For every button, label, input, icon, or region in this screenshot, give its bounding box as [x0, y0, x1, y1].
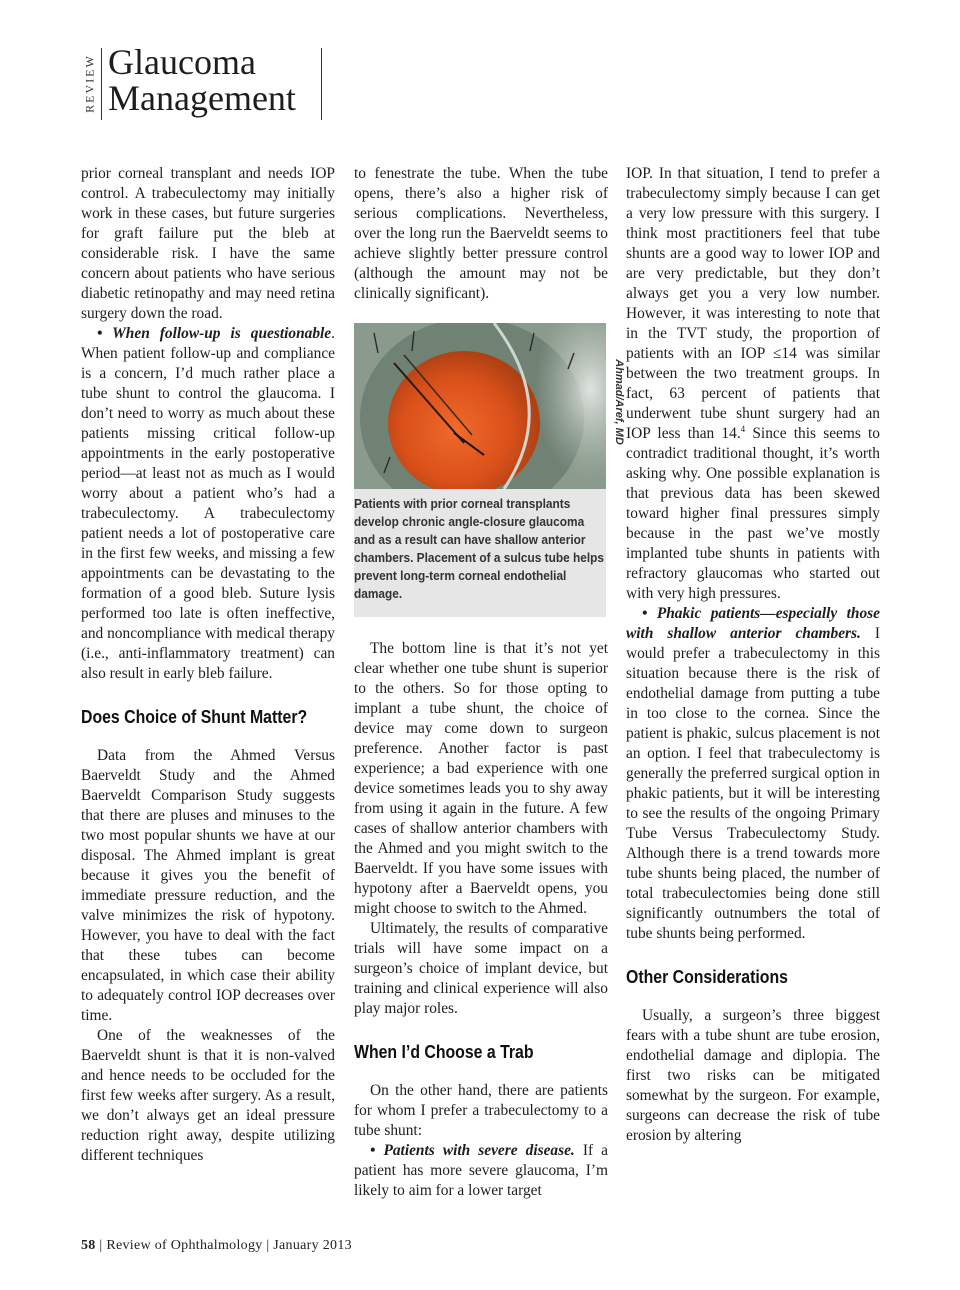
col1-paragraph-2-body: . When patient follow-up and compliance is a concern, I’d much rather place a tube shunt to control the glaucoma. I don’t need to worry as much about these patients missing critical follow-up appointments in the early postoperative period—at least not as much as I would worry about a patient who’s had a trabeculectomy. A trabeculectomy patient needs a lot of postoperative care in the first few weeks, and missing a few appointments can be devastating to the formation of a good bleb. Suture lysis performed too late is often ineffective, and noncompliance with medical therapy (i.e., anti-inflammatory treatment) can also result in early bleb failure. [81, 325, 335, 682]
header-divider-left [101, 48, 102, 120]
footer-separator-1: | [99, 1238, 103, 1253]
page-footer [81, 1238, 352, 1254]
footer-separator-2: | [266, 1238, 270, 1253]
section-heading-trab: When I’d Choose a Trab [354, 1042, 534, 1062]
col3-paragraph-1-b: Since this seems to contradict traditional thought, it’s worth asking why. One possible explanation is that previous data has been skewed toward higher final pressures simply because in the past we’ve mostly implanted tube shunts in patients with refractory glaucomas who started out with very high pressures. [626, 425, 881, 602]
column-1 [81, 164, 335, 1166]
photo-caption: Patients with prior corneal transplants develop chronic angle-closure glaucoma and as a result can have shallow anterior chambers. Placement of a sulcus tube helps prevent long-term corneal endothelial damage. [354, 496, 604, 601]
page-number: 58 [81, 1238, 96, 1253]
col2-paragraph-5-body: If a patient has more severe glaucoma, I’m likely to aim for a lower target [354, 1142, 609, 1199]
bullet-lead-phakic: • Phakic patients—especially those with shallow anterior chambers. [626, 605, 880, 642]
issue-date: January 2013 [273, 1238, 352, 1253]
photo-caption-box [354, 489, 606, 617]
col1-paragraph-3: Data from the Ahmed Versus Baerveldt Study and the Ahmed Baerveldt Comparison Study suggests that there are pluses and minuses to the two most popular shunts we have at our disposal. The Ahmed implant is great because it gives you the benefit of immediate pressure reduction, and the valve minimizes the risk of hypotony. However, you have to deal with the fact that these tubes can become encapsulated, in which case their ability to adequately control IOP decreases over time. [81, 747, 335, 1024]
col2-paragraph-2: The bottom line is that it’s not yet clear whether one tube shunt is superior to the others. So for those opting to implant a tube shunt, the choice of device may come down to surgeon preference. Another factor is past experience; a bad experience with one device sometimes leads you to shy away from using it again in the future. A few cases of shallow anterior chambers with the Ahmed and you might switch to the Baerveldt. If you have some issues with hypotony after a Baerveldt opens, you might choose to switch to the Ahmed. [354, 640, 608, 917]
col3-paragraph-2-body: I would prefer a trabeculectomy in this situation because there is the risk of endothelial damage from putting a tube in too close to the cornea. Since the patient is phakic, sulcus placement is not an option. I feel that trabeculectomy is generally the preferred surgical option in phakic patients, but it will be interesting to see the results of the ongoing Primary Tube Versus Trabeculectomy Study. Although there is a trend towards more tube shunts being placed, the number of total trabeculectomies being done still significantly outnumbers the total of tube shunts being performed. [626, 625, 880, 942]
section-heading-shunt-choice: Does Choice of Shunt Matter? [81, 707, 308, 727]
col2-paragraph-1: to fenestrate the tube. When the tube opens, there’s also a higher risk of serious complications. Nevertheless, over the long run the Baerveldt seems to achieve slightly better pressure control (although the amount may not be clinically significant). [354, 165, 608, 302]
section-tag [80, 48, 98, 120]
col1-paragraph-4: One of the weaknesses of the Baerveldt shunt is that it is non-valved and hence needs to be occluded for the first few weeks after surgery. As a result, we don’t always get an ideal pressure reduction right away, despite utilizing different techniques [81, 1027, 335, 1164]
page-title [108, 44, 296, 116]
journal-name: Review of Ophthalmology [106, 1238, 263, 1253]
bullet-lead-severe: • Patients with severe disease. [370, 1142, 575, 1159]
photo-credit [612, 320, 626, 486]
header-divider-right [321, 48, 322, 120]
col1-paragraph-2 [81, 324, 335, 684]
section-tag-text: REVIEW [82, 54, 97, 113]
title-line-1: Glaucoma [108, 42, 256, 82]
col3-paragraph-1 [626, 164, 880, 604]
col3-paragraph-1-a: IOP. In that situation, I tend to prefer a trabeculectomy simply because I can get a very low pressure with this surgery. I think most practitioners feel that tube shunts are a good way to lower IOP and are very predictable, but they don’t always get you a very low number. However, it was interesting to note that in the TVT study, the proportion of patients with an IOP ≤14 was similar between the two treatment groups. In fact, 63 percent of patients that underwent tube shunt surgery had an IOP less than 14. [626, 165, 880, 442]
clinical-photo [354, 323, 606, 489]
col3-paragraph-3: Usually, a surgeon’s three biggest fears with a tube shunt are tube erosion, endothelial damage and diplopia. The first two risks can be mitigated somewhat by the surgeon. For example, surgeons can decrease the risk of tube erosion by altering [626, 1007, 880, 1144]
column-3 [626, 164, 880, 1146]
col2-paragraph-3: Ultimately, the results of comparative trials will have some impact on a surgeon’s choice of implant device, but training and clinical experience will also play major roles. [354, 920, 608, 1017]
col2-paragraph-4: On the other hand, there are patients for whom I prefer a trabeculectomy to a tube shunt: [354, 1082, 608, 1139]
column-2 [354, 164, 608, 1201]
col2-paragraph-5 [354, 1141, 608, 1201]
section-heading-other: Other Considerations [626, 967, 788, 987]
reference-superscript: 4 [740, 423, 746, 434]
col3-paragraph-2 [626, 604, 880, 944]
photo-credit-text: Ahmad/Aref, MD [613, 359, 625, 445]
bullet-lead-followup: • When follow-up is questionable [97, 325, 332, 342]
eye-photo-illustration [354, 323, 606, 489]
col1-paragraph-1: prior corneal transplant and needs IOP control. A trabeculectomy may initially work in these cases, but future surgeries for graft failure put the bleb at considerable risk. I have the same concern about patients who have serious diabetic retinopathy and may need retina surgery down the road. [81, 165, 335, 322]
title-line-2: Management [108, 78, 296, 118]
